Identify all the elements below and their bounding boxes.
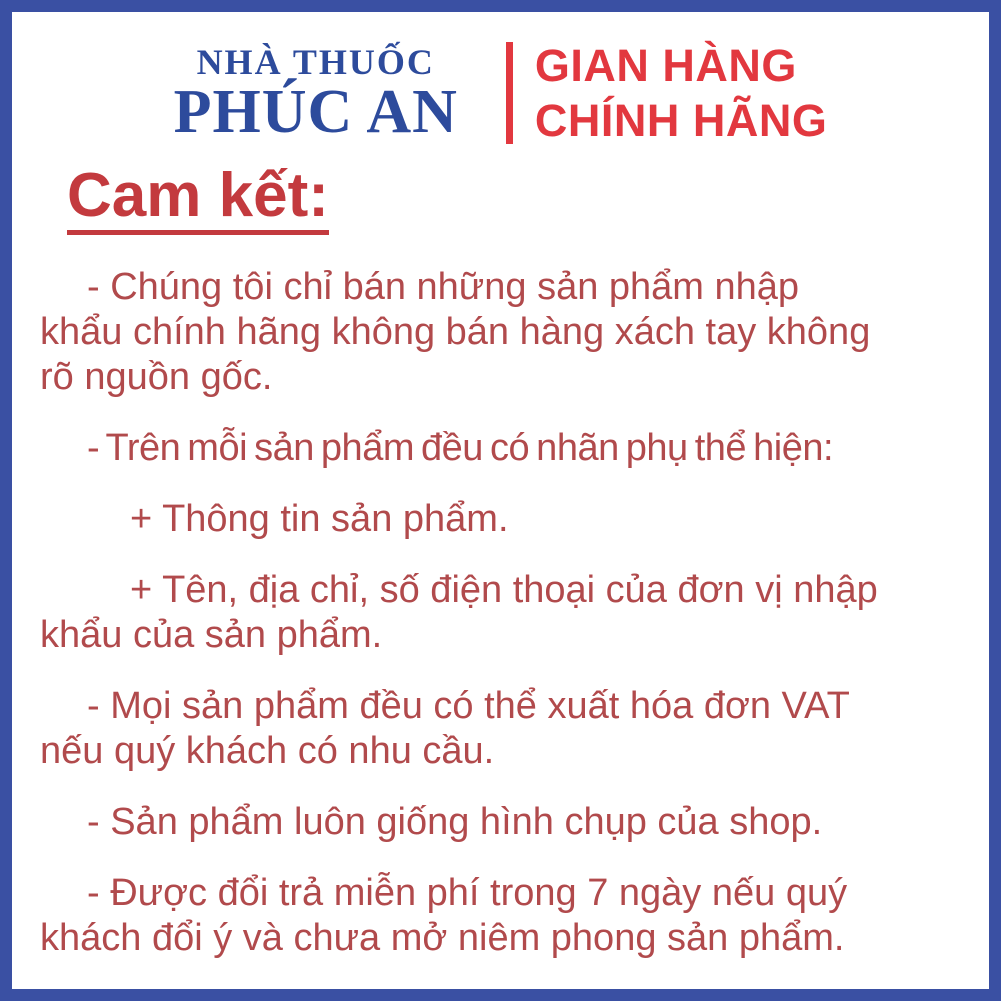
commitment-section [67, 161, 989, 235]
official-store-badge [535, 38, 828, 148]
commitment-line: khách đổi ý và chưa mở niêm phong sản phẩm. [40, 917, 845, 959]
pharmacy-name-small: NHÀ THUỐC [196, 42, 435, 82]
commitment-line: + Tên, địa chỉ, số điện thoại của đơn vị nhập [130, 569, 878, 611]
header-divider [506, 42, 513, 144]
pharmacy-header [12, 38, 989, 148]
commitment-list [40, 265, 961, 961]
commitment-line: nếu quý khách có nhu cầu. [40, 730, 495, 772]
commitment-paragraph [40, 426, 961, 471]
badge-line-1: GIAN HÀNG [534, 40, 797, 91]
commitment-line: rõ nguồn gốc. [40, 356, 273, 398]
commitment-line: - Trên mỗi sản phẩm đều có nhãn phụ thể hiện: [87, 427, 834, 469]
badge-line-2: CHÍNH HÃNG [534, 95, 828, 146]
commitment-line: khẩu của sản phẩm. [40, 614, 383, 656]
pharmacy-logo [173, 42, 458, 146]
commitment-line: - Mọi sản phẩm đều có thể xuất hóa đơn VAT [87, 685, 850, 727]
commitment-paragraph [40, 265, 961, 400]
commitment-paragraph [40, 568, 961, 658]
commitment-line: - Chúng tôi chỉ bán những sản phẩm nhập [87, 266, 800, 308]
commitment-paragraph [40, 684, 961, 774]
commitment-line: khẩu chính hãng không bán hàng xách tay không [40, 311, 871, 353]
commitment-line: + Thông tin sản phẩm. [130, 498, 509, 540]
commitment-line: - Được đổi trả miễn phí trong 7 ngày nếu quý [87, 872, 848, 914]
commitment-heading: Cam kết: [67, 164, 329, 235]
pharmacy-name-large: PHÚC AN [173, 78, 458, 146]
commitment-paragraph [40, 800, 961, 845]
commitment-line: - Sản phẩm luôn giống hình chụp của shop. [87, 801, 823, 843]
commitment-paragraph [40, 497, 961, 542]
commitment-paragraph [40, 871, 961, 961]
